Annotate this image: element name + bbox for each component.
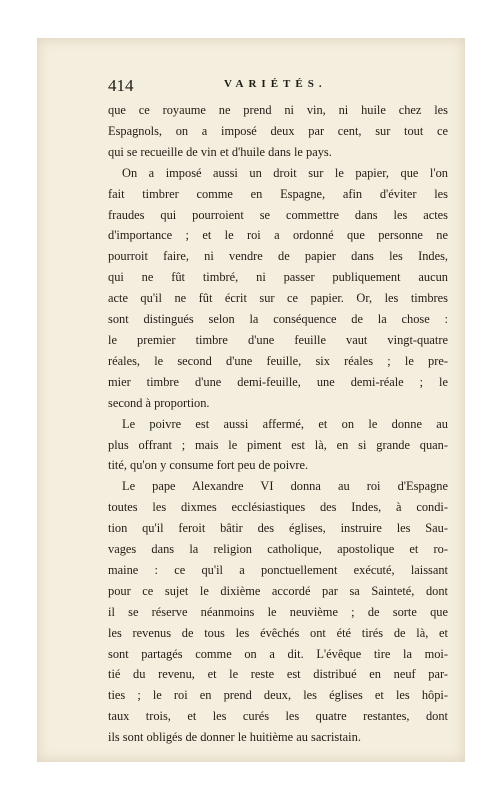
text-line: qui se recueille de vin et d'huile dans le pays. <box>108 144 332 159</box>
text-line: pourroit faire, ni vendre de papier dans les Indes, <box>108 249 448 264</box>
text-line: pour ce sujet le dixième accordé par sa Sainteté, dont <box>108 583 448 598</box>
text-line: maine : ce qu'il a ponctuellement exécuté, laissant <box>108 562 448 577</box>
text-line: ils sont obligés de donner le huitième au sacristain. <box>108 730 361 745</box>
text-line: le premier timbre d'une feuille vaut vingt-quatre <box>108 332 448 347</box>
paragraph <box>108 163 448 414</box>
paragraph <box>108 414 448 477</box>
text-line: qui ne fût timbré, ni passer publiquement aucun <box>108 270 448 285</box>
text-line: acte qu'il ne fût écrit sur ce papier. Or, les timbres <box>108 291 448 306</box>
text-line: vages dans la religion catholique, apostolique et ro- <box>108 542 448 557</box>
text-line: que ce royaume ne prend ni vin, ni huile chez les <box>108 103 448 117</box>
text-line: second à proportion. <box>108 395 210 410</box>
running-head: VARIÉTÉS. <box>224 78 327 90</box>
text-line: tion qu'il feroit bâtir des églises, instruire les Sau- <box>108 521 448 536</box>
text-line: les revenus de tous les évêchés ont été tirés de là, et <box>108 625 448 640</box>
text-line: tité, qu'on y consume fort peu de poivre. <box>108 458 309 473</box>
text-line: taux trois, et les curés les quatre restantes, dont <box>108 709 448 724</box>
page-header <box>108 76 448 96</box>
text-line: ties ; le roi en prend deux, les églises et les hôpi- <box>108 688 448 703</box>
text-line: mier timbre d'une demi-feuille, une demi-réale ; le <box>108 374 448 389</box>
body-text <box>108 100 448 748</box>
text-line: tié du revenu, et le reste est distribué en neuf par- <box>108 667 448 682</box>
text-line: Espagnols, on a imposé deux par cent, sur tout ce <box>108 123 448 138</box>
page-number: 414 <box>108 76 134 95</box>
text-line: fait timbrer comme en Espagne, afin d'éviter les <box>108 186 448 201</box>
text-line: sont distingués selon la conséquence de la chose : <box>108 312 448 327</box>
text-line: Le poivre est aussi affermé, et on le donne au <box>122 416 448 431</box>
text-line: d'importance ; et le roi a ordonné que personne ne <box>108 228 448 243</box>
text-line: plus offrant ; mais le piment est là, en si grande quan- <box>108 437 448 452</box>
text-line: fraudes qui pourroient se commettre dans les actes <box>108 207 448 222</box>
paragraph <box>108 476 448 748</box>
text-line: toutes les dixmes ecclésiastiques des Indes, à condi- <box>108 500 448 515</box>
text-line: réales, le second d'une feuille, six réales ; le pre- <box>108 353 448 368</box>
text-line: sont partagés comme on a dit. L'évêque tire la moi- <box>108 646 448 661</box>
text-line: On a imposé aussi un droit sur le papier, que l'on <box>122 165 448 180</box>
paragraph <box>108 100 448 163</box>
text-line: Le pape Alexandre VI donna au roi d'Espagne <box>122 479 448 494</box>
text-line: il se réserve néanmoins le neuvième ; de sorte que <box>108 604 448 619</box>
